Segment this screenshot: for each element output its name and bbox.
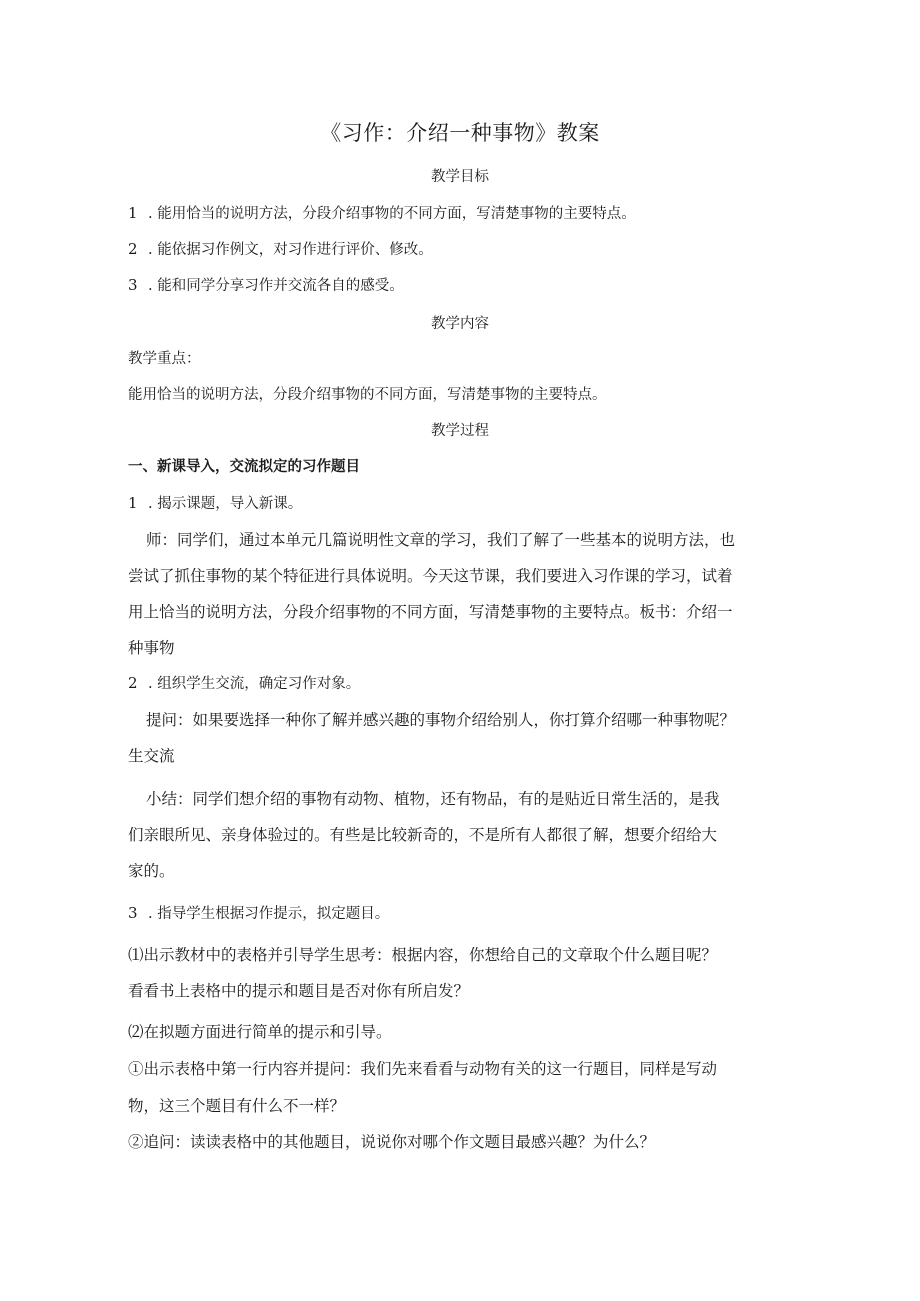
teacher-line-3: 用上恰当的说明方法，分段介绍事物的不同方面，写清楚事物的主要特点。板书：介绍一 bbox=[128, 603, 733, 621]
sub-item-2: ⑵在拟题方面进行简单的提示和引导。 bbox=[128, 1023, 392, 1041]
circled-item-1-line-2: 物，这三个题目有什么不一样？ bbox=[128, 1097, 346, 1115]
teacher-line-4: 种事物 bbox=[128, 639, 175, 657]
step-text: . 组织学生交流，确定习作对象。 bbox=[148, 676, 361, 692]
sub-item-1-line-2: 看看书上表格中的提示和题目是否对你有所启发？ bbox=[128, 982, 470, 1000]
teacher-line-1: 师：同学们，通过本单元几篇说明性文章的学习，我们了解了一些基本的说明方法，也 bbox=[146, 531, 736, 549]
goal-text: . 能依据习作例文，对习作进行评价、修改。 bbox=[148, 242, 433, 258]
goal-number: 2 bbox=[128, 240, 138, 258]
key-point-label: 教学重点： bbox=[128, 351, 201, 367]
step-number: 1 bbox=[128, 494, 138, 512]
goal-item-2 bbox=[128, 238, 433, 259]
step-3 bbox=[128, 902, 389, 923]
circled-item-2: ②追问：读读表格中的其他题目，说说你对哪个作文题目最感兴趣？为什么？ bbox=[128, 1133, 656, 1151]
key-point-text: 能用恰当的说明方法，分段介绍事物的不同方面，写清楚事物的主要特点。 bbox=[128, 387, 607, 403]
question-line-2: 生交流 bbox=[128, 747, 175, 765]
goal-number: 1 bbox=[128, 204, 138, 222]
section-heading-process: 教学过程 bbox=[431, 423, 489, 439]
section-heading-goals: 教学目标 bbox=[431, 169, 489, 185]
section-heading-content: 教学内容 bbox=[431, 316, 489, 332]
question-line-1: 提问：如果要选择一种你了解并感兴趣的事物介绍给别人，你打算介绍哪一种事物呢？ bbox=[146, 711, 736, 729]
summary-line-3: 家的。 bbox=[128, 862, 175, 880]
circled-item-1-line-1: ①出示表格中第一行内容并提问：我们先来看看与动物有关的这一行题目，同样是写动 bbox=[128, 1060, 718, 1078]
goal-text: . 能用恰当的说明方法，分段介绍事物的不同方面，写清楚事物的主要特点。 bbox=[148, 206, 636, 222]
part1-title: 一、新课导入，交流拟定的习作题目 bbox=[128, 459, 360, 475]
step-text: . 揭示课题，导入新课。 bbox=[148, 496, 303, 512]
step-1 bbox=[128, 492, 302, 513]
document-title: 《习作：介绍一种事物》教案 bbox=[320, 121, 600, 145]
step-text: . 指导学生根据习作提示，拟定题目。 bbox=[148, 906, 390, 922]
step-number: 3 bbox=[128, 904, 138, 922]
sub-item-1-line-1: ⑴出示教材中的表格并引导学生思考：根据内容，你想给自己的文章取个什么题目呢？ bbox=[128, 946, 718, 964]
goal-text: . 能和同学分享习作并交流各自的感受。 bbox=[148, 278, 404, 294]
summary-line-1: 小结：同学们想介绍的事物有动物、植物，还有物品，有的是贴近日常生活的，是我 bbox=[146, 790, 720, 808]
goal-item-1 bbox=[128, 202, 636, 223]
goal-item-3 bbox=[128, 274, 404, 295]
goal-number: 3 bbox=[128, 276, 138, 294]
step-2 bbox=[128, 672, 360, 693]
step-number: 2 bbox=[128, 674, 138, 692]
teacher-line-2: 尝试了抓住事物的某个特征进行具体说明。今天这节课，我们要进入习作课的学习，试着 bbox=[128, 567, 733, 585]
summary-line-2: 们亲眼所见、亲身体验过的。有些是比较新奇的，不是所有人都很了解，想要介绍给大 bbox=[128, 826, 718, 844]
